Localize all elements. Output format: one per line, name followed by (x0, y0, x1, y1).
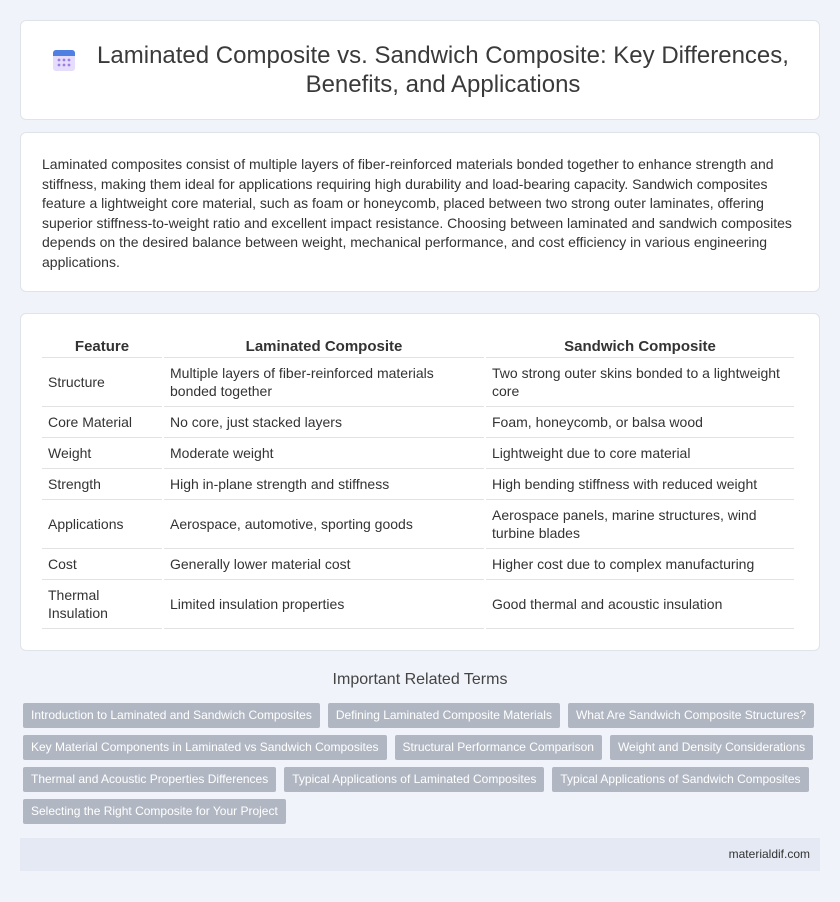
footer-site-link[interactable]: materialdif.com (728, 847, 810, 861)
table-row (42, 358, 794, 407)
header-sandwich: Sandwich Composite (486, 334, 794, 358)
intro-card (20, 132, 820, 292)
footer (20, 838, 820, 871)
table-row (42, 407, 794, 438)
page-title: Laminated Composite vs. Sandwich Composite: Key Differences, Benefits, and Applications (97, 42, 789, 98)
table-cell: Multiple layers of fiber-reinforced materials bonded together (164, 358, 484, 407)
table-cell: High bending stiffness with reduced weight (486, 469, 794, 500)
comparison-table (40, 334, 796, 629)
table-cell: Aerospace panels, marine structures, wind turbine blades (486, 500, 794, 549)
intro-paragraph: Laminated composites consist of multiple layers of fiber-reinforced materials bonded together to enhance strength and stiffness, making them ideal for applications requiring high durability and load-bearing capacity. Sandwich composites feature a lightweight core material, such as foam or honeycomb, placed between two strong outer laminates, offering superior stiffness-to-weight ratio and excellent impact resistance. Choosing between laminated and sandwich composites depends on the desired balance between weight, mechanical performance, and cost efficiency in various engineering applications. (42, 156, 792, 270)
related-terms-title: Important Related Terms (332, 671, 508, 688)
table-row (42, 580, 794, 629)
related-term-tag[interactable]: Thermal and Acoustic Properties Differences (23, 767, 276, 792)
table-cell: Two strong outer skins bonded to a lightweight core (486, 358, 794, 407)
header-laminated: Laminated Composite (164, 334, 484, 358)
table-row (42, 469, 794, 500)
related-terms-list (23, 703, 823, 831)
table-cell: Strength (42, 469, 162, 500)
related-term-tag[interactable]: Weight and Density Considerations (610, 735, 813, 760)
table-cell: Moderate weight (164, 438, 484, 469)
related-term-tag[interactable]: Typical Applications of Sandwich Composites (552, 767, 808, 792)
table-header-row (42, 334, 794, 358)
table-cell: Weight (42, 438, 162, 469)
related-term-tag[interactable]: Selecting the Right Composite for Your Project (23, 799, 286, 824)
header-feature: Feature (42, 334, 162, 358)
table-row (42, 438, 794, 469)
table-cell: Structure (42, 358, 162, 407)
table-cell: Higher cost due to complex manufacturing (486, 549, 794, 580)
table-cell: Applications (42, 500, 162, 549)
title-card (20, 20, 820, 120)
table-cell: No core, just stacked layers (164, 407, 484, 438)
table-cell: Cost (42, 549, 162, 580)
related-term-tag[interactable]: Typical Applications of Laminated Composites (284, 767, 544, 792)
calendar-icon (51, 47, 77, 73)
table-cell: Good thermal and acoustic insulation (486, 580, 794, 629)
table-cell: Core Material (42, 407, 162, 438)
related-term-tag[interactable]: Structural Performance Comparison (395, 735, 602, 760)
table-cell: Thermal Insulation (42, 580, 162, 629)
comparison-card (20, 313, 820, 651)
table-cell: Generally lower material cost (164, 549, 484, 580)
related-term-tag[interactable]: Defining Laminated Composite Materials (328, 703, 560, 728)
table-cell: Foam, honeycomb, or balsa wood (486, 407, 794, 438)
table-row (42, 549, 794, 580)
table-row (42, 500, 794, 549)
table-cell: Limited insulation properties (164, 580, 484, 629)
related-term-tag[interactable]: Key Material Components in Laminated vs Sandwich Composites (23, 735, 387, 760)
related-term-tag[interactable]: Introduction to Laminated and Sandwich Composites (23, 703, 320, 728)
related-term-tag[interactable]: What Are Sandwich Composite Structures? (568, 703, 814, 728)
table-cell: High in-plane strength and stiffness (164, 469, 484, 500)
table-cell: Lightweight due to core material (486, 438, 794, 469)
table-cell: Aerospace, automotive, sporting goods (164, 500, 484, 549)
